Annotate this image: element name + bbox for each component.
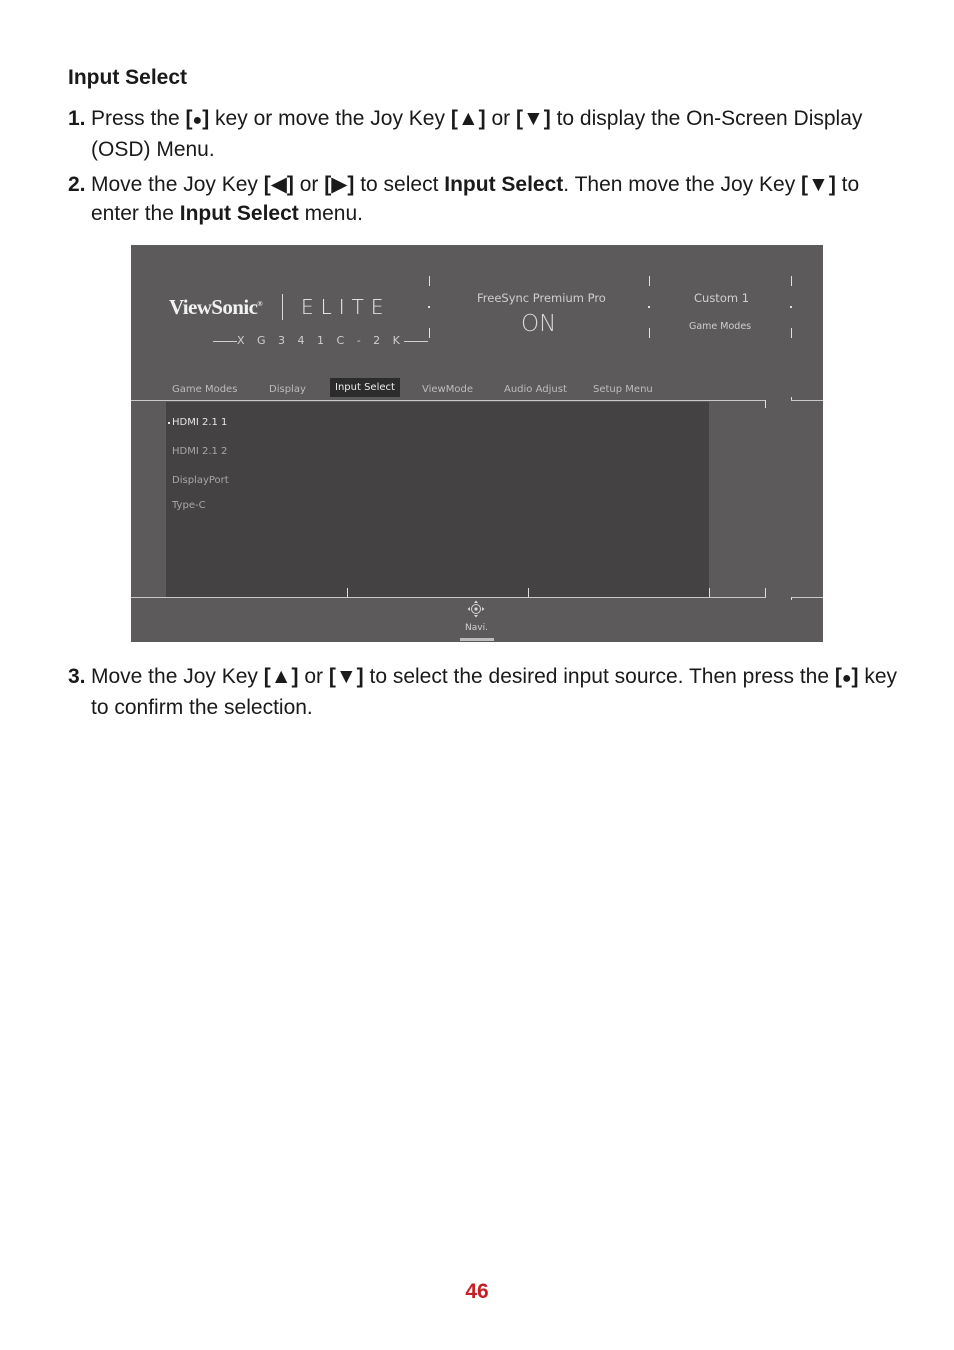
bottom-divider-line [791,597,823,598]
tab-display[interactable]: Display [269,384,306,395]
corner-tick [791,597,792,600]
top-divider-line [131,400,766,401]
elite-logo: ELITE [301,295,391,319]
tab-game-modes[interactable]: Game Modes [172,384,238,395]
step-text: Press the [●] key or move the Joy Key [▲] or [▼] to display the On-Screen Display (OSD) Menu. [91,107,863,161]
divider-tick [429,328,430,338]
logo-divider [282,294,283,320]
divider-dot [790,306,792,308]
divider-tick [791,328,792,338]
tab-audio-adjust[interactable]: Audio Adjust [504,384,567,395]
model-number: X G 3 4 1 C - 2 K [213,334,428,347]
tab-input-select[interactable]: Input Select [330,378,400,397]
viewsonic-logo: ViewSonic® [169,295,262,319]
input-list-panel [166,402,709,597]
selection-marker [168,422,170,424]
step-1 [68,104,898,164]
divider-tick [791,276,792,286]
freesync-value: ON [521,311,557,337]
input-option-hdmi-2[interactable]: HDMI 2.1 2 [172,446,228,457]
step-3 [68,662,898,722]
input-option-displayport[interactable]: DisplayPort [172,475,229,486]
divider-tick [429,276,430,286]
bottom-tick [347,588,348,597]
divider-tick [649,328,650,338]
corner-tick [791,397,792,400]
navi-label: Navi. [465,623,488,633]
step-number: 3. [68,665,86,688]
divider-dot [648,306,650,308]
corner-tick [765,588,766,597]
divider-dot [428,306,430,308]
custom-mode-label: Custom 1 [694,291,750,305]
top-divider-line [791,400,823,401]
input-option-hdmi-1[interactable]: HDMI 2.1 1 [172,417,228,428]
bottom-tick [709,588,710,597]
bottom-tick [528,588,529,597]
page-number: 46 [465,1280,489,1303]
tab-viewmode[interactable]: ViewMode [422,384,473,395]
step-number: 2. [68,173,86,196]
osd-menu-screenshot [131,245,823,642]
input-option-type-c[interactable]: Type-C [172,500,206,511]
step-number: 1. [68,107,86,130]
divider-tick [649,276,650,286]
custom-mode-sub: Game Modes [689,321,752,332]
freesync-label: FreeSync Premium Pro [477,291,606,305]
bottom-divider-line [131,597,766,598]
navi-indicator [460,638,494,641]
joystick-icon [467,600,485,618]
step-2 [68,170,898,228]
tab-setup-menu[interactable]: Setup Menu [593,384,653,395]
step-text: Move the Joy Key [◀] or [▶] to select Input Select. Then move the Joy Key [▼] to enter the Input Select menu. [91,173,860,225]
corner-tick [765,400,766,408]
step-text: Move the Joy Key [▲] or [▼] to select the desired input source. Then press the [●] key to confirm the selection. [91,665,898,719]
section-heading: Input Select [68,66,188,89]
